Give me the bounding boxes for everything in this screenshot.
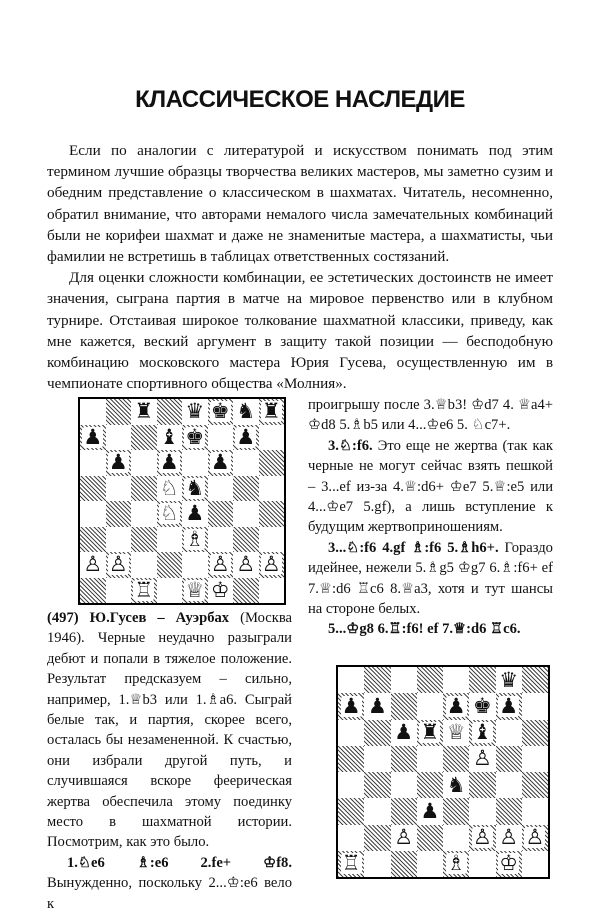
board-square — [157, 578, 183, 604]
board-square — [496, 851, 522, 877]
chess-piece: ♙ — [261, 552, 281, 577]
chess-piece: ♖ — [134, 577, 154, 602]
board-square — [338, 746, 364, 772]
board-square — [417, 693, 443, 719]
chess-piece: ♞ — [185, 475, 205, 500]
board-square — [391, 772, 417, 798]
board-square — [233, 527, 259, 553]
board-square — [80, 552, 106, 578]
board-square — [80, 425, 106, 451]
board-square — [338, 693, 364, 719]
board-square — [182, 501, 208, 527]
chess-piece: ♟ — [83, 424, 103, 449]
board-square — [496, 825, 522, 851]
chess-piece: ♟ — [367, 693, 387, 718]
board-square — [417, 772, 443, 798]
chess-piece: ♝ — [472, 720, 492, 745]
chess-piece: ♔ — [499, 851, 519, 876]
board-square — [364, 720, 390, 746]
chess-piece: ♙ — [83, 552, 103, 577]
board-square — [182, 399, 208, 425]
move-paragraph — [47, 853, 292, 914]
board-square — [208, 450, 234, 476]
chess-piece: ♟ — [420, 798, 440, 823]
board-square — [443, 746, 469, 772]
board-square — [364, 772, 390, 798]
chess-piece: ♞ — [236, 399, 256, 424]
board-square — [364, 667, 390, 693]
board-square — [157, 501, 183, 527]
board-square — [80, 450, 106, 476]
board-square — [259, 578, 285, 604]
board-square — [443, 720, 469, 746]
board-square — [391, 746, 417, 772]
board-square — [106, 527, 132, 553]
board-square — [80, 476, 106, 502]
board-square — [131, 425, 157, 451]
board-square — [182, 578, 208, 604]
game-players: Ю.Гусев – Ауэрбах — [89, 610, 230, 626]
board-square — [496, 720, 522, 746]
chess-piece: ♕ — [185, 577, 205, 602]
board-square — [496, 798, 522, 824]
board-square — [157, 552, 183, 578]
board-square — [417, 825, 443, 851]
board-square — [496, 746, 522, 772]
board-square — [131, 552, 157, 578]
board-square — [417, 746, 443, 772]
board-square — [364, 851, 390, 877]
board-square — [106, 578, 132, 604]
chess-diagram-2 — [336, 665, 550, 879]
board-square — [233, 578, 259, 604]
board-square — [208, 527, 234, 553]
chess-piece: ♔ — [210, 577, 230, 602]
chess-piece: ♕ — [446, 720, 466, 745]
board-square — [522, 798, 548, 824]
moves: 3...♘:f6 4.gf ♗:f6 5.♗h6+. — [328, 539, 499, 556]
moves: 3.♘:f6. — [328, 437, 373, 454]
board-square — [364, 798, 390, 824]
board-square — [259, 450, 285, 476]
chess-piece: ♜ — [134, 399, 154, 424]
move-paragraph — [308, 436, 553, 538]
board-square — [233, 425, 259, 451]
chess-piece: ♙ — [210, 552, 230, 577]
board-square — [80, 527, 106, 553]
board-square — [80, 399, 106, 425]
board-square — [259, 501, 285, 527]
board-square — [522, 720, 548, 746]
board-square — [496, 693, 522, 719]
board-square — [443, 667, 469, 693]
board-square — [208, 578, 234, 604]
board-square — [338, 667, 364, 693]
chess-piece: ♚ — [210, 399, 230, 424]
board-square — [182, 450, 208, 476]
board-square — [443, 851, 469, 877]
board-square — [522, 693, 548, 719]
chess-piece: ♘ — [159, 475, 179, 500]
board-square — [106, 425, 132, 451]
board-square — [80, 578, 106, 604]
board-square — [182, 425, 208, 451]
right-column — [308, 395, 553, 640]
intro-text — [47, 140, 553, 394]
board-square — [157, 527, 183, 553]
board-square — [443, 693, 469, 719]
board-square — [391, 798, 417, 824]
chess-piece: ♙ — [472, 746, 492, 771]
board-square — [106, 501, 132, 527]
chess-piece: ♟ — [185, 501, 205, 526]
board-square — [338, 798, 364, 824]
board-square — [259, 476, 285, 502]
chess-diagram-497 — [78, 397, 286, 605]
chess-piece: ♟ — [341, 693, 361, 718]
board-square — [233, 501, 259, 527]
move-paragraph — [308, 619, 553, 639]
board-square — [208, 501, 234, 527]
chess-piece: ♟ — [210, 450, 230, 475]
board-square — [469, 667, 495, 693]
board-square — [496, 667, 522, 693]
chess-piece: ♗ — [185, 526, 205, 551]
board-square — [443, 825, 469, 851]
board-square — [80, 501, 106, 527]
board-square — [469, 798, 495, 824]
commentary: Гораздо идейнее, нежели 5.♗g5 ♔g7 6.♗:f6+ ef 7.♕:d6 ♖c6 8.♕a3, хотя и тут шансы на стороне белых. — [308, 539, 553, 618]
board-square — [391, 825, 417, 851]
board-square — [182, 527, 208, 553]
board-square — [417, 720, 443, 746]
board-square — [469, 772, 495, 798]
left-column — [47, 608, 292, 914]
board-square — [106, 552, 132, 578]
board-square — [417, 851, 443, 877]
board-square — [259, 399, 285, 425]
board-square — [157, 450, 183, 476]
board-square — [469, 693, 495, 719]
chess-piece: ♖ — [341, 851, 361, 876]
board-square — [443, 798, 469, 824]
chess-piece: ♛ — [499, 667, 519, 692]
moves: 1.♘e6 ♗:e6 2.fe+ ♔f8. — [67, 854, 292, 871]
chess-piece: ♗ — [446, 851, 466, 876]
board-square — [259, 552, 285, 578]
board-square — [469, 825, 495, 851]
board-square — [417, 798, 443, 824]
game-number: (497) — [47, 610, 79, 626]
board-square — [208, 425, 234, 451]
board-square — [233, 476, 259, 502]
chess-piece: ♙ — [236, 552, 256, 577]
board-square — [106, 476, 132, 502]
board-square — [522, 667, 548, 693]
intro-paragraph: Если по аналогии с литературой и искусством понимать под этим термином лучшие образцы творчества великих мастеров, мы заметно сузим и обедним представление о классическом в шахматах. Читатель, несомненно, обратил внимание, что авторами немалого числа замечательных комбинаций были не корифеи шахмат и даже не знаменитые мастера, а шахматисты, чьи фамилии не встретишь в таблицах ответственных состязаний. — [47, 142, 553, 266]
board-square — [338, 825, 364, 851]
board-square — [106, 450, 132, 476]
board-square — [259, 527, 285, 553]
chess-piece: ♚ — [472, 693, 492, 718]
board-square — [208, 399, 234, 425]
board-square — [338, 772, 364, 798]
board-square — [391, 851, 417, 877]
chess-piece: ♟ — [159, 450, 179, 475]
chess-piece: ♙ — [108, 552, 128, 577]
board-square — [522, 772, 548, 798]
move-paragraph — [308, 538, 553, 620]
board-square — [131, 450, 157, 476]
board-square — [131, 476, 157, 502]
board-square — [233, 552, 259, 578]
chess-piece: ♚ — [185, 424, 205, 449]
board-square — [364, 693, 390, 719]
board-square — [364, 746, 390, 772]
game-intro-paragraph — [47, 608, 292, 853]
board-square — [131, 527, 157, 553]
chess-piece: ♟ — [499, 693, 519, 718]
commentary: Это еще не жертва (так как черные не могут сейчас взять пешкой – 3...ef из-за 4.♕:d6+ ♔e7 5.♕:e5 или 4...♔e7 5.gf), а лишь вступление к будущим жертвоприношениям. — [308, 437, 553, 536]
board-square — [259, 425, 285, 451]
board-square — [182, 552, 208, 578]
board-square — [469, 720, 495, 746]
board-square — [157, 476, 183, 502]
board-square — [522, 746, 548, 772]
board-square — [131, 399, 157, 425]
game-commentary: (Москва 1946). Черные неудачно разыграли дебют и попали в тяжелое положение. Результат предсказуем – сильно, например, 1.♕b3 или 1.♗a6. Сыграй белые так, и партия, скорее всего, осталась бы незамененной. К счастью, они избрали другой путь, и случившаяся вскоре феерическая жертва обеспечила этому поединку место в шахматной истории. Посмотрим, как это было. — [47, 610, 292, 851]
board-square — [131, 578, 157, 604]
board-square — [106, 399, 132, 425]
board-square — [208, 552, 234, 578]
board-square — [469, 746, 495, 772]
board-square — [338, 851, 364, 877]
board-square — [233, 450, 259, 476]
chess-piece: ♞ — [446, 772, 466, 797]
chess-piece: ♟ — [394, 720, 414, 745]
board-square — [157, 425, 183, 451]
chess-piece: ♟ — [108, 450, 128, 475]
chess-piece: ♟ — [236, 424, 256, 449]
board-square — [364, 825, 390, 851]
board-square — [391, 693, 417, 719]
board-square — [443, 772, 469, 798]
board-square — [391, 667, 417, 693]
chess-piece: ♜ — [261, 399, 281, 424]
chess-piece: ♜ — [420, 720, 440, 745]
board-square — [522, 825, 548, 851]
board-square — [469, 851, 495, 877]
chess-piece: ♙ — [499, 825, 519, 850]
moves: 5...♔g8 6.♖:f6! ef 7.♕:d6 ♖c6. — [328, 621, 521, 638]
chess-piece: ♘ — [159, 501, 179, 526]
chess-piece: ♟ — [446, 693, 466, 718]
board-square — [157, 399, 183, 425]
intro-paragraph: Для оценки сложности комбинации, ее эстетических достоинств не имеет значения, сыграна партия в матче на мировое первенство или в клубном турнире. Отстаивая широкое толкование шахматной классики, приведу, как мне кажется, веский аргумент в защиту такой позиции — бесподобную комбинацию московского мастера Юрия Гусева, осуществленную им в чемпионате спортивного общества «Молния». — [47, 269, 553, 393]
board-square — [496, 772, 522, 798]
chess-piece: ♛ — [185, 399, 205, 424]
board-square — [131, 501, 157, 527]
board-square — [522, 851, 548, 877]
board-square — [208, 476, 234, 502]
page-title: КЛАССИЧЕСКОЕ НАСЛЕДИЕ — [135, 86, 465, 113]
commentary-paragraph: проигрышу после 3.♕b3! ♔d7 4. ♕a4+ ♔d8 5.♗b5 или 4...♔e6 5. ♘c7+. — [308, 397, 553, 434]
chess-piece: ♙ — [394, 825, 414, 850]
board-square — [338, 720, 364, 746]
board-square — [233, 399, 259, 425]
chess-piece: ♙ — [472, 825, 492, 850]
chess-piece: ♙ — [525, 825, 545, 850]
board-square — [182, 476, 208, 502]
commentary: Вынужденно, поскольку 2...♔:e6 вело к — [47, 875, 292, 912]
board-square — [417, 667, 443, 693]
chess-piece: ♝ — [159, 424, 179, 449]
board-square — [391, 720, 417, 746]
